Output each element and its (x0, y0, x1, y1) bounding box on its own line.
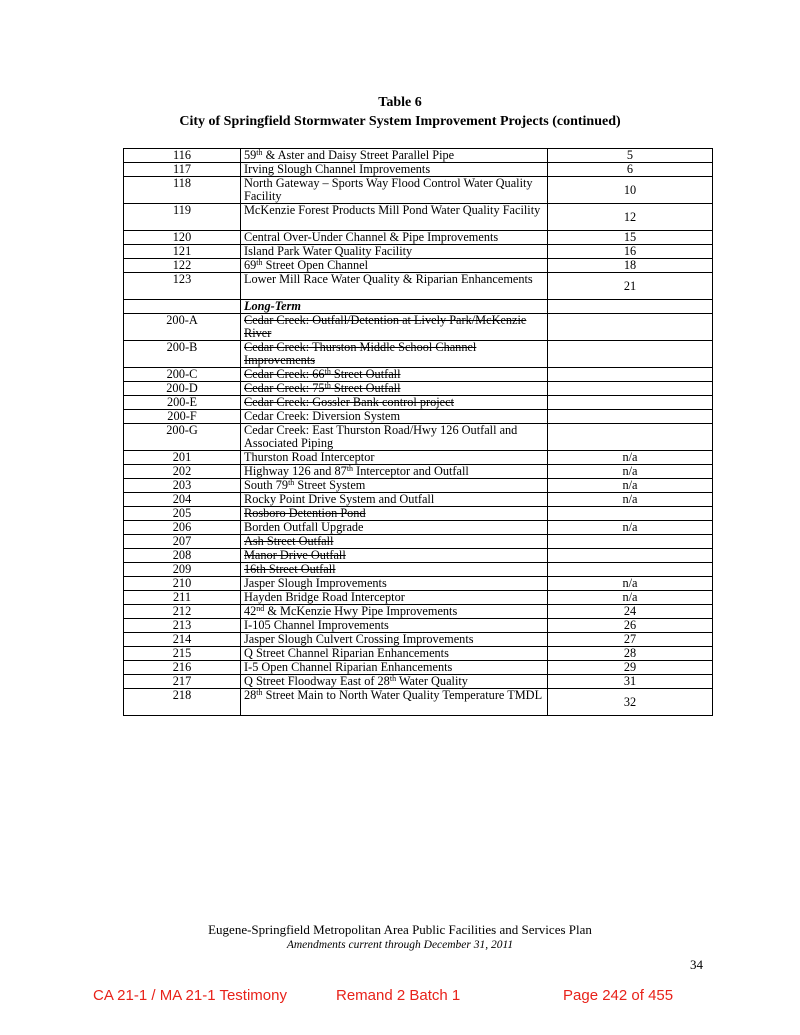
page-reference (548, 549, 713, 563)
projects-table (123, 148, 713, 716)
page-reference (548, 300, 713, 314)
table-row (124, 647, 713, 661)
table-row (124, 689, 713, 716)
project-number: 217 (124, 675, 241, 689)
project-number: 200-C (124, 368, 241, 382)
project-number: 200-B (124, 341, 241, 368)
project-description: Cedar Creek: Diversion System (241, 410, 548, 424)
project-description: Island Park Water Quality Facility (241, 245, 548, 259)
table-row (124, 535, 713, 549)
table-row (124, 163, 713, 177)
project-number: 209 (124, 563, 241, 577)
project-description: Borden Outfall Upgrade (241, 521, 548, 535)
project-description: Ash Street Outfall (241, 535, 548, 549)
table-row (124, 563, 713, 577)
project-description: Q Street Floodway East of 28th Water Quality (241, 675, 548, 689)
project-number: 200-F (124, 410, 241, 424)
table-row (124, 149, 713, 163)
project-description: South 79th Street System (241, 479, 548, 493)
table-row (124, 259, 713, 273)
page-reference (548, 341, 713, 368)
project-number: 120 (124, 231, 241, 245)
page-reference: n/a (548, 521, 713, 535)
project-number: 117 (124, 163, 241, 177)
page-reference: n/a (548, 451, 713, 465)
project-description: Central Over-Under Channel & Pipe Improvements (241, 231, 548, 245)
page-reference: 32 (548, 689, 713, 716)
table-row (124, 521, 713, 535)
project-number: 116 (124, 149, 241, 163)
page-reference (548, 507, 713, 521)
project-number: 123 (124, 273, 241, 300)
project-description: Long-Term (241, 300, 548, 314)
page-reference: 29 (548, 661, 713, 675)
stamp-testimony: CA 21-1 / MA 21-1 Testimony (93, 987, 287, 1004)
table-row (124, 549, 713, 563)
project-description: Q Street Channel Riparian Enhancements (241, 647, 548, 661)
project-description: Jasper Slough Culvert Crossing Improvements (241, 633, 548, 647)
page-reference: n/a (548, 479, 713, 493)
project-description: Cedar Creek: 75th Street Outfall (241, 382, 548, 396)
table-row (124, 410, 713, 424)
project-description: Cedar Creek: East Thurston Road/Hwy 126 Outfall and Associated Piping (241, 424, 548, 451)
page-reference: n/a (548, 591, 713, 605)
page-reference: 5 (548, 149, 713, 163)
project-number: 206 (124, 521, 241, 535)
project-description: North Gateway – Sports Way Flood Control Water Quality Facility (241, 177, 548, 204)
table-row (124, 605, 713, 619)
project-description: Cedar Creek: Outfall/Detention at Lively Park/McKenzie River (241, 314, 548, 341)
page-reference (548, 563, 713, 577)
project-description: I-105 Channel Improvements (241, 619, 548, 633)
project-number: 211 (124, 591, 241, 605)
project-number: 214 (124, 633, 241, 647)
page-reference: n/a (548, 465, 713, 479)
project-description: Hayden Bridge Road Interceptor (241, 591, 548, 605)
project-description: Manor Drive Outfall (241, 549, 548, 563)
table-row (124, 245, 713, 259)
table-row (124, 451, 713, 465)
project-description: Cedar Creek: Gossler Bank control project (241, 396, 548, 410)
project-number: 200-D (124, 382, 241, 396)
page-reference: 21 (548, 273, 713, 300)
project-description: McKenzie Forest Products Mill Pond Water Quality Facility (241, 204, 548, 231)
project-number: 216 (124, 661, 241, 675)
project-number: 118 (124, 177, 241, 204)
page-reference: 28 (548, 647, 713, 661)
table-row (124, 231, 713, 245)
page-reference: 12 (548, 204, 713, 231)
table-row (124, 341, 713, 368)
table-title: Table 6 (378, 95, 422, 110)
table-row (124, 633, 713, 647)
project-number: 205 (124, 507, 241, 521)
project-number (124, 300, 241, 314)
table-row (124, 177, 713, 204)
page-reference: 24 (548, 605, 713, 619)
page-reference: n/a (548, 493, 713, 507)
project-description: Highway 126 and 87th Interceptor and Outfall (241, 465, 548, 479)
table-row (124, 577, 713, 591)
table-row (124, 591, 713, 605)
table-row (124, 314, 713, 341)
page-reference: 26 (548, 619, 713, 633)
project-description: Cedar Creek: Thurston Middle School Channel Improvements (241, 341, 548, 368)
project-number: 203 (124, 479, 241, 493)
project-number: 200-A (124, 314, 241, 341)
page-reference (548, 314, 713, 341)
project-number: 200-G (124, 424, 241, 451)
project-number: 201 (124, 451, 241, 465)
table-row (124, 300, 713, 314)
project-number: 208 (124, 549, 241, 563)
project-number: 202 (124, 465, 241, 479)
page-reference: 16 (548, 245, 713, 259)
table-subtitle: City of Springfield Stormwater System Improvement Projects (continued) (179, 114, 621, 129)
table-row (124, 507, 713, 521)
page-reference (548, 424, 713, 451)
table-row (124, 619, 713, 633)
page-reference (548, 368, 713, 382)
page-number: 34 (690, 957, 703, 972)
project-number: 119 (124, 204, 241, 231)
project-description: I-5 Open Channel Riparian Enhancements (241, 661, 548, 675)
footer-amendments: Amendments current through December 31, 2011 (286, 939, 514, 951)
page-reference (548, 410, 713, 424)
project-number: 204 (124, 493, 241, 507)
page-reference: 31 (548, 675, 713, 689)
project-number: 213 (124, 619, 241, 633)
footer-plan-title: Eugene-Springfield Metropolitan Area Public Facilities and Services Plan (208, 922, 592, 937)
project-description: 42nd & McKenzie Hwy Pipe Improvements (241, 605, 548, 619)
project-description: Thurston Road Interceptor (241, 451, 548, 465)
project-description: 28th Street Main to North Water Quality Temperature TMDL (241, 689, 548, 716)
project-number: 200-E (124, 396, 241, 410)
project-description: 69th Street Open Channel (241, 259, 548, 273)
page-reference (548, 396, 713, 410)
project-description: 16th Street Outfall (241, 563, 548, 577)
project-number: 215 (124, 647, 241, 661)
table-row (124, 382, 713, 396)
project-number: 212 (124, 605, 241, 619)
page-reference: n/a (548, 577, 713, 591)
page-reference: 10 (548, 177, 713, 204)
project-description: Jasper Slough Improvements (241, 577, 548, 591)
project-description: Lower Mill Race Water Quality & Riparian Enhancements (241, 273, 548, 300)
project-description: Rocky Point Drive System and Outfall (241, 493, 548, 507)
project-number: 210 (124, 577, 241, 591)
stamp-page-count: Page 242 of 455 (563, 987, 674, 1004)
page-reference: 18 (548, 259, 713, 273)
table-row (124, 661, 713, 675)
table-row (124, 493, 713, 507)
table-row (124, 273, 713, 300)
table-row (124, 368, 713, 382)
table-row (124, 396, 713, 410)
project-description: Irving Slough Channel Improvements (241, 163, 548, 177)
stamp-batch: Remand 2 Batch 1 (336, 987, 461, 1004)
project-description: Cedar Creek: 66th Street Outfall (241, 368, 548, 382)
project-number: 122 (124, 259, 241, 273)
page-reference: 6 (548, 163, 713, 177)
page-reference: 27 (548, 633, 713, 647)
project-number: 121 (124, 245, 241, 259)
table-row (124, 479, 713, 493)
project-number: 207 (124, 535, 241, 549)
table-row (124, 465, 713, 479)
project-description: 59th & Aster and Daisy Street Parallel Pipe (241, 149, 548, 163)
page-reference: 15 (548, 231, 713, 245)
table-row (124, 675, 713, 689)
project-description: Rosboro Detention Pond (241, 507, 548, 521)
page-reference (548, 535, 713, 549)
project-number: 218 (124, 689, 241, 716)
table-row (124, 424, 713, 451)
page-reference (548, 382, 713, 396)
table-row (124, 204, 713, 231)
